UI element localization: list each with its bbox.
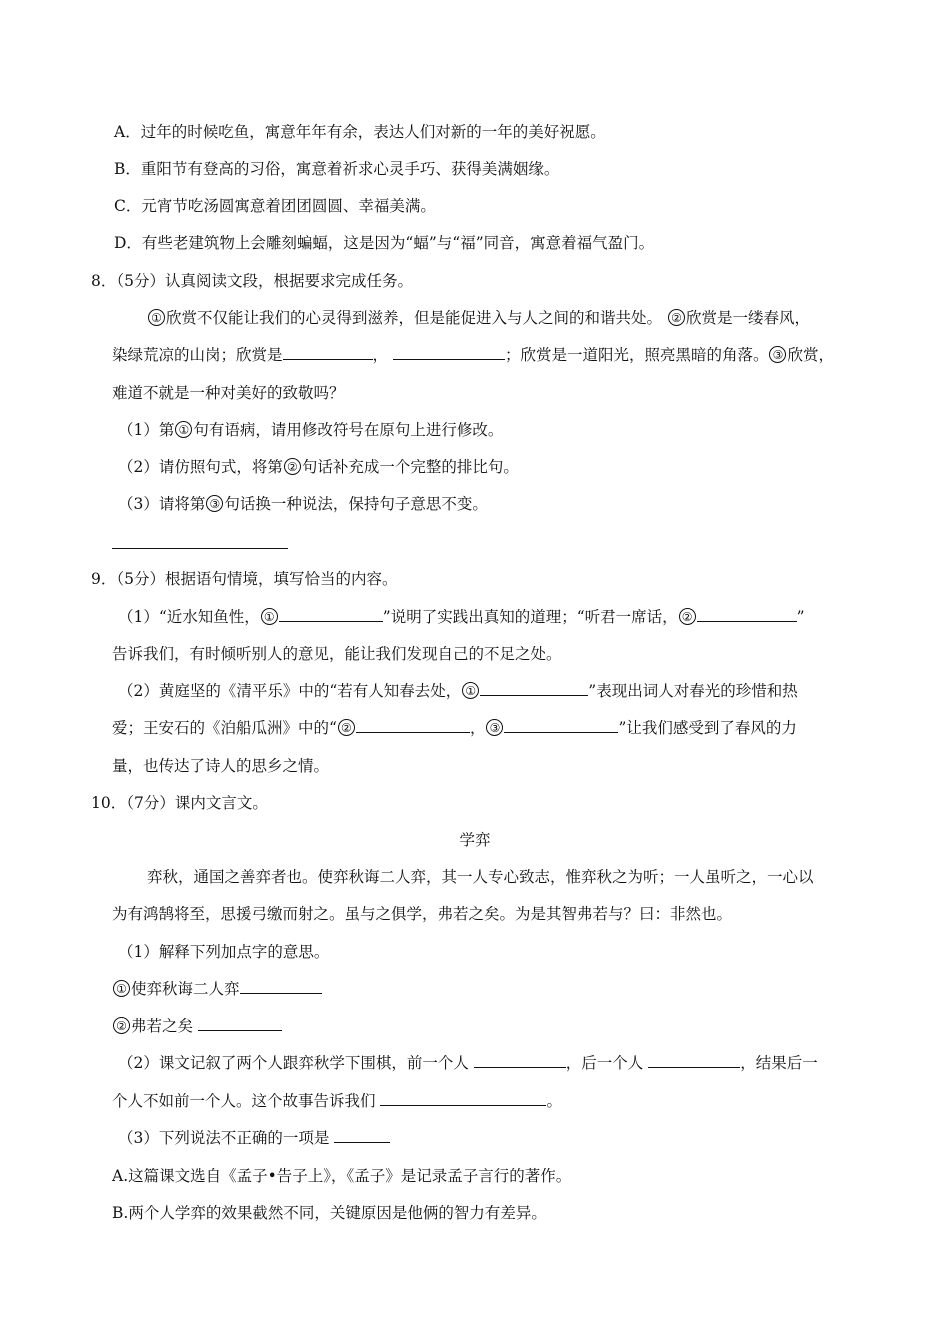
circle-number: ③ [486,719,503,736]
answer-blank[interactable] [380,1090,546,1106]
q8-text: （2）请仿照句式，将第 [118,458,283,476]
q9-line-3 [118,680,798,702]
q8-subquestion-1 [118,419,503,441]
q8-text: 染绿荒凉的山岗；欣赏是 [112,346,283,364]
circle-number: ① [462,682,479,699]
q8-text: 句有语病，请用修改符号在原句上进行修改。 [193,421,504,439]
passage-line-2: 为有鸿鹄将至，思援弓缴而射之。虽与之俱学，弗若之矣。为是其智弗若与？曰：非然也。 [112,905,733,923]
q9-text: （2）黄庭坚的《清平乐》中的“若有人知春去处， [118,682,462,700]
answer-blank[interactable] [198,1015,282,1031]
q10-word-1 [112,978,322,1000]
q10-subquestion-2 [118,1052,818,1074]
q9-text: 爱；王安石的《泊船瓜洲》中的“ [112,719,337,737]
q10-word-2 [112,1015,282,1037]
q10-subquestion-1: （1）解释下列加点字的意思。 [118,943,330,961]
circle-number: ② [338,719,355,736]
q10-text: 使弈秋诲二人弈 [131,980,240,998]
q8-subquestion-3 [118,493,488,515]
q10-text: 个人不如前一个人。这个故事告诉我们 [112,1092,381,1110]
circle-number: ② [284,458,301,475]
answer-blank[interactable] [240,978,322,994]
circle-number: ① [261,608,278,625]
q10-text: （3）下列说法不正确的一项是 [118,1129,335,1147]
answer-blank[interactable] [334,1127,390,1143]
answer-blank[interactable] [393,344,505,360]
answer-blank[interactable] [697,606,797,622]
q8-passage-line-2 [112,344,834,366]
circle-number: ① [148,309,165,326]
passage-title: 学弈 [459,831,491,849]
circle-number: ① [175,421,192,438]
q10-text: 。 [546,1092,562,1110]
q8-text: （3）请将第 [118,495,206,513]
answer-blank[interactable] [283,344,373,360]
answer-line[interactable] [112,548,288,549]
q9-text: ” [796,608,805,626]
q7-option-b: B．重阳节有登高的习俗，寓意着祈求心灵手巧、获得美满姻缘。 [114,160,560,178]
circle-number: ② [113,1017,130,1034]
q8-text: ；欣赏是一道阳光，照亮黑暗的角落。 [504,346,769,364]
q8-passage-line-3: 难道不就是一种对美好的致敬吗？ [112,384,345,402]
q10-text: 弗若之矣 [131,1017,198,1035]
passage-line-1: 弈秋，通国之善弈者也。使弈秋诲二人弈，其一人专心致志，惟弈秋之为听；一人虽听之，一心以 [147,868,814,886]
circle-number: ① [113,980,130,997]
q10-subquestion-2-cont [112,1090,562,1112]
q7-option-c: C．元宵节吃汤圆寓意着团团圆圆、幸福美满。 [114,197,436,215]
q9-line-4 [112,717,797,739]
q10-option-a: A.这篇课文选自《孟子•告子上》，《孟子》是记录孟子言行的著作。 [112,1167,572,1185]
q7-option-d: D．有些老建筑物上会雕刻蝙蝠，这是因为“蝠”与“福”同音，寓意着福气盈门。 [114,234,655,252]
answer-blank[interactable] [648,1052,740,1068]
q8-text: 欣赏是一缕春风， [685,309,810,327]
q9-text: ”说明了实践出真知的道理；“听君一席话， [382,608,678,626]
q8-text: 句话补充成一个完整的排比句。 [301,458,519,476]
q8-text: 欣赏不仅能让我们的心灵得到滋养，但是能促进入与人之间的和谐共处。 [166,309,663,327]
q9-heading: 9．（5分）根据语句情境，填写恰当的内容。 [91,570,398,588]
q10-text: （2）课文记叙了两个人跟弈秋学下围棋，前一个人 [118,1054,474,1072]
q8-text: ， [372,346,389,364]
circle-number: ③ [769,346,786,363]
q8-subquestion-2 [118,456,519,478]
q9-line-1 [118,606,805,628]
answer-blank[interactable] [279,606,383,622]
q10-text: ，后一个人 [565,1054,649,1072]
q8-text: 欣赏， [787,346,834,364]
q8-text: （1）第 [118,421,175,439]
q9-text: ”让我们感受到了春风的力 [618,719,797,737]
q8-heading: 8．（5分）认真阅读文段，根据要求完成任务。 [91,272,413,290]
q8-text: 句话换一种说法，保持句子意思不变。 [224,495,488,513]
q7-option-a: A．过年的时候吃鱼，寓意年年有余，表达人们对新的一年的美好祝愿。 [114,123,606,141]
q9-line-5: 量，也传达了诗人的思乡之情。 [112,757,330,775]
q10-text: ，结果后一 [740,1054,818,1072]
answer-blank[interactable] [480,680,588,696]
answer-blank[interactable] [504,717,618,733]
circle-number: ② [668,309,685,326]
q10-heading: 10．（7分）课内文言文。 [91,794,268,812]
q8-passage-line-1 [147,307,810,329]
circle-number: ③ [206,495,223,512]
q9-text: （1）“近水知鱼性， [118,608,260,626]
q10-subquestion-3 [118,1127,390,1149]
q10-option-b: B.两个人学弈的效果截然不同，关键原因是他俩的智力有差异。 [112,1204,547,1222]
q9-text: ， [469,719,486,737]
circle-number: ② [679,608,696,625]
answer-blank[interactable] [356,717,470,733]
q9-text: ”表现出词人对春光的珍惜和热 [588,682,798,700]
answer-blank[interactable] [474,1052,566,1068]
q9-line-2: 告诉我们，有时倾听别人的意见，能让我们发现自己的不足之处。 [112,645,562,663]
